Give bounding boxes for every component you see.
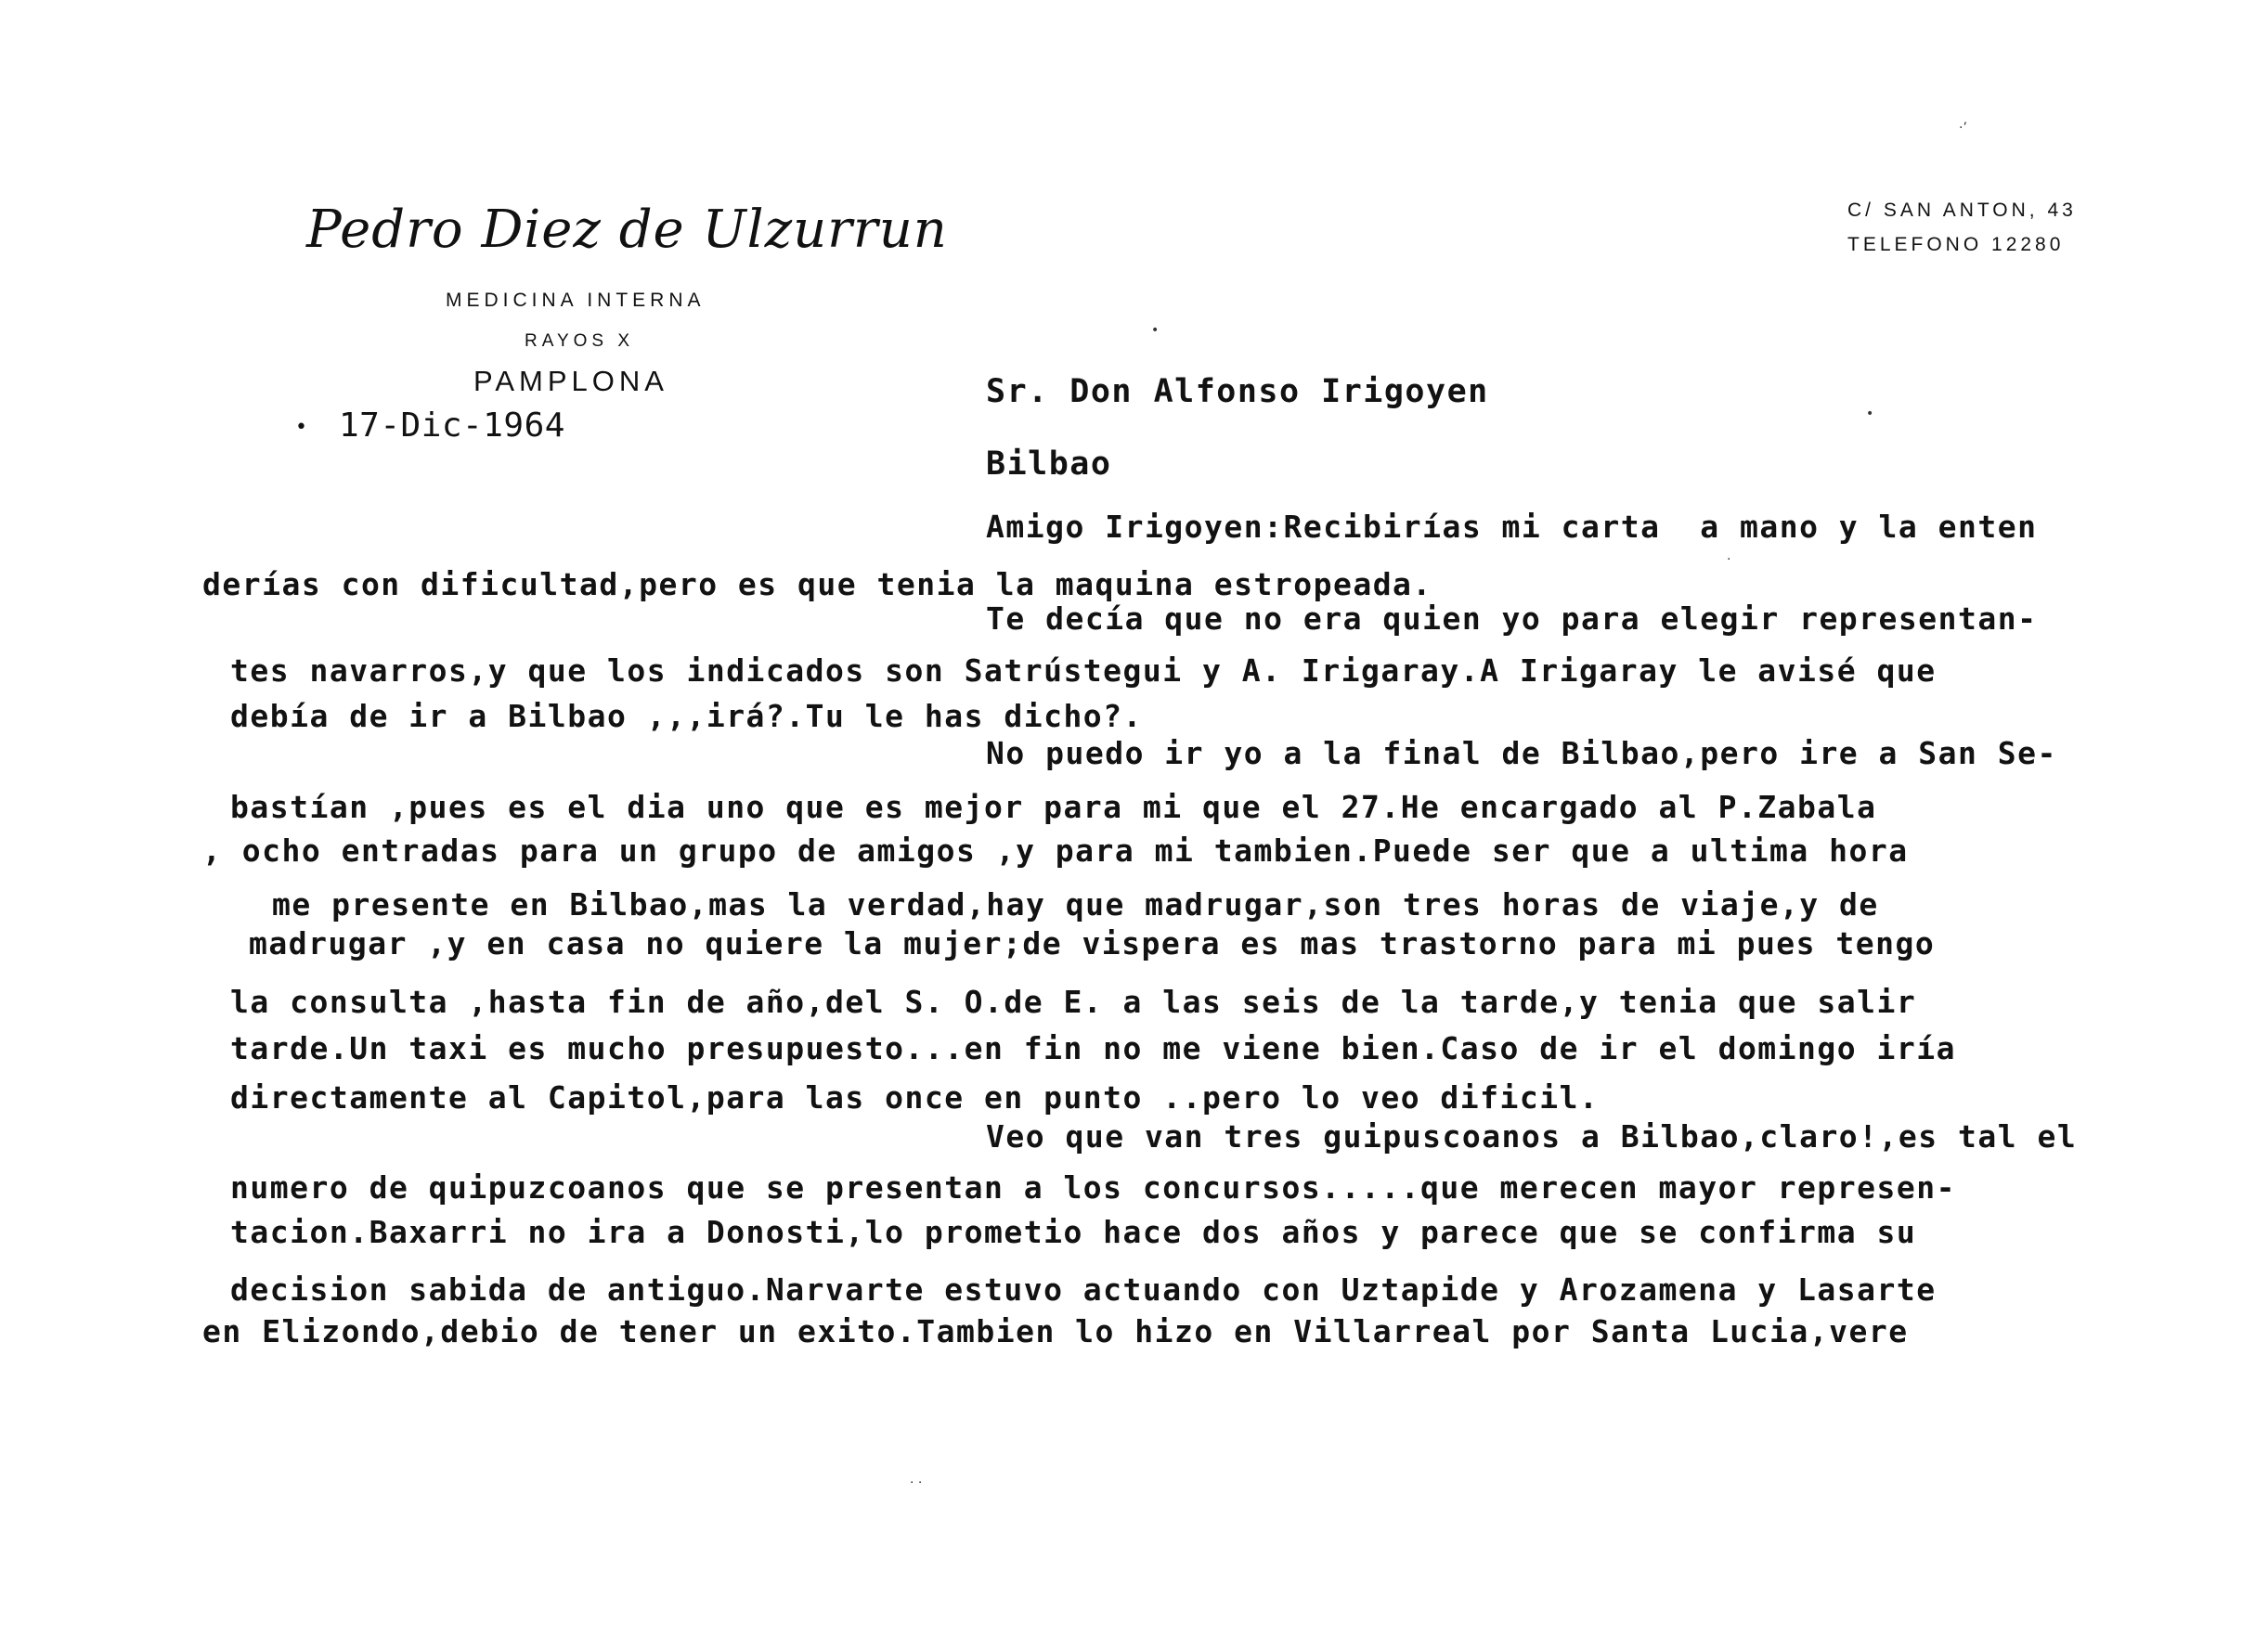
recipient-city: Bilbao — [986, 445, 1112, 483]
body-line: en Elizondo,debio de tener un exito.Tambien lo hizo en Villarreal por Santa Lucia,vere — [202, 1313, 1909, 1349]
date-dot: • — [295, 416, 307, 439]
letterhead-xray: RAYOS X — [525, 331, 635, 351]
body-line: derías con dificultad,pero es que tenia la maquina estropeada. — [202, 566, 1432, 602]
body-line: debía de ir a Bilbao ,,,irá?.Tu le has dicho?. — [230, 698, 1143, 734]
body-line: madrugar ,y en casa no quiere la mujer;de vispera es mas trastorno para mi pues tengo — [249, 925, 1936, 961]
recipient: Sr. Don Alfonso Irigoyen — [986, 373, 1489, 410]
letterhead-address: C/ SAN ANTON, 43 — [1847, 200, 2077, 221]
body-line: No puedo ir yo a la final de Bilbao,pero ire a San Se- — [986, 735, 2057, 771]
body-line: tacion.Baxarri no ira a Donosti,lo prometio hace dos años y parece que se confirma su — [230, 1214, 1917, 1250]
letter-date: 17-Dic-1964 — [339, 406, 565, 445]
body-line: tes navarros,y que los indicados son Satrústegui y A. Irigaray.A Irigaray le avisé que — [230, 652, 1937, 689]
letterhead-specialty: MEDICINA INTERNA — [446, 290, 706, 311]
body-line: numero de quipuzcoanos que se presentan a los concursos.....que merecen mayor represen- — [230, 1169, 1956, 1206]
scan-speck: • — [1151, 323, 1160, 338]
letterhead-city: PAMPLONA — [473, 365, 668, 397]
body-line: Veo que van tres guipuscoanos a Bilbao,claro!,es tal el — [986, 1118, 2078, 1155]
scan-speck: • — [1866, 406, 1874, 421]
body-line: Amigo Irigoyen:Recibirías mi carta a mano y la enten — [986, 509, 2038, 545]
body-line: directamente al Capitol,para las once en punto ..pero lo veo dificil. — [230, 1079, 1600, 1116]
body-line: me presente en Bilbao,mas la verdad,hay que madrugar,son tres horas de viaje,y de — [272, 886, 1879, 923]
body-line: decision sabida de antiguo.Narvarte estuvo actuando con Uztapide y Arozamena y Lasarte — [230, 1271, 1937, 1308]
body-line: Te decía que no era quien yo para elegir representan- — [986, 600, 2038, 637]
body-line: , ocho entradas para un grupo de amigos ,y para mi tambien.Puede ser que a ultima hora — [202, 832, 1909, 869]
body-line: la consulta ,hasta fin de año,del S. O.de E. a las seis de la tarde,y tenia que salir — [230, 984, 1917, 1020]
scan-speck: · — [1727, 552, 1731, 567]
letterhead-name: Pedro Diez de Ulzurrun — [306, 200, 948, 260]
letterhead-phone: TELEFONO 12280 — [1847, 234, 2065, 255]
body-line: bastían ,pues es el dia uno que es mejor para mi que el 27.He encargado al P.Zabala — [230, 789, 1877, 825]
scan-speck: ·’ — [1959, 121, 1967, 136]
scan-speck: · · — [910, 1476, 923, 1490]
body-line: tarde.Un taxi es mucho presupuesto...en fin no me viene bien.Caso de ir el domingo iría — [230, 1030, 1956, 1066]
